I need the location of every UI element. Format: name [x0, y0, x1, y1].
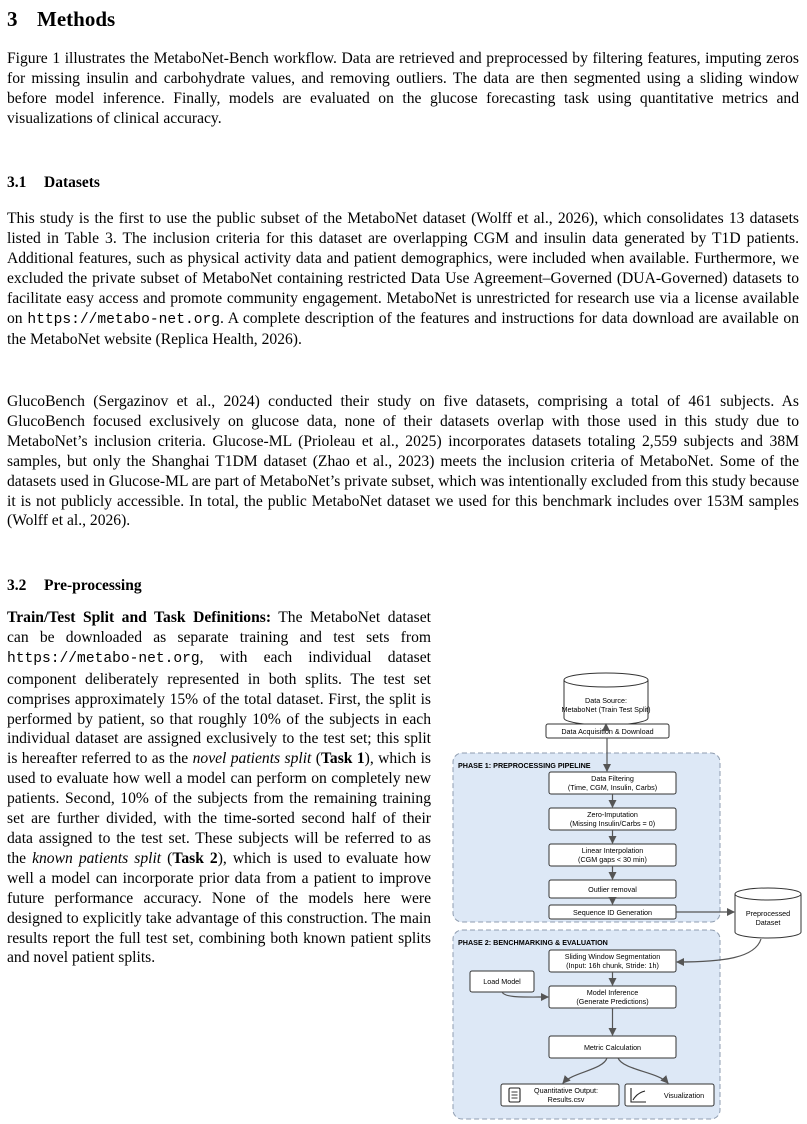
datasets-paragraph-2: GlucoBench (Sergazinov et al., 2024) conducted their study on five datasets, comprising a total of 461 subjects. As GlucoBench focused exclusively on glucose data, none of their datasets overlap with those used in this study due to MetaboNet’s inclusion criteria. Glucose-ML (Prioleau et al., 2025) incorporates datasets totaling 2,559 subjects and 38M samples, but only the Shanghai T1DM dataset (Zhao et al., 2023) meets the inclusion criteria of MetaboNet. Some of the datasets used in Glucose-ML are part of MetaboNet’s private subset, which was intentionally excluded from this study because it is not publicly accessible. In total, the public MetaboNet dataset we used for this benchmark includes over 153M samples (Wolff et al., 2026).: [7, 393, 799, 530]
workflow-diagram: [443, 660, 803, 1122]
metric-calculation-node: [549, 1036, 676, 1058]
svg-text:Data Source:: Data Source:: [585, 696, 627, 705]
quantitative-output-node: [501, 1084, 619, 1106]
svg-text:Results.csv: Results.csv: [547, 1095, 585, 1104]
svg-text:MetaboNet (Train Test Split): MetaboNet (Train Test Split): [561, 705, 651, 714]
preprocessing-column: [7, 608, 431, 968]
model-inference-node: [549, 986, 676, 1008]
subsection-heading-preprocessing: 3.2 Pre-processing: [7, 577, 142, 594]
section-intro-paragraph: Figure 1 illustrates the MetaboNet-Bench workflow. Data are retrieved and preprocessed by filtering features, imputing zeros for missing insulin and carbohydrate values, and removing outliers. The data are then segmented using a sliding window before model inference. Finally, models are evaluated on the glucose forecasting task using quantitative metrics and visualizations of clinical accuracy.: [7, 50, 799, 127]
section-heading: 3 Methods: [7, 7, 116, 31]
svg-text:Sequence ID Generation: Sequence ID Generation: [572, 908, 653, 917]
svg-text:Quantitative Output:: Quantitative Output:: [534, 1086, 598, 1095]
svg-text:Metric Calculation: Metric Calculation: [583, 1043, 642, 1052]
svg-text:Linear Interpolation: Linear Interpolation: [581, 846, 644, 855]
metabonet-url[interactable]: https://metabo-net.org: [27, 311, 220, 328]
workflow-figure: [443, 660, 803, 1122]
svg-text:Visualization: Visualization: [663, 1091, 705, 1100]
svg-text:Sliding Window Segmentation: Sliding Window Segmentation: [564, 952, 661, 961]
svg-text:Preprocessed: Preprocessed: [745, 909, 791, 918]
svg-text:(Input: 16h chunk, Stride: 1h): (Input: 16h chunk, Stride: 1h): [566, 961, 659, 970]
svg-text:(Missing Insulin/Carbs = 0): (Missing Insulin/Carbs = 0): [569, 819, 656, 828]
zero-imputation-node: [549, 808, 676, 830]
svg-text:Data Acquisition & Download: Data Acquisition & Download: [561, 727, 654, 736]
svg-text:Dataset: Dataset: [755, 918, 781, 927]
svg-text:Zero-Imputation: Zero-Imputation: [587, 810, 638, 819]
document-icon: [509, 1088, 520, 1102]
data-source-node: [561, 673, 650, 725]
train-test-split-paragraph: Train/Test Split and Task Definitions: The MetaboNet dataset can be downloaded as separate training and test sets from https://metabo-net.org, with each individual dataset component deliberately represented in both splits. The test set comprises approximately 15% of the total dataset. First, the split is performed by patient, so that roughly 10% of the subjects in each individual dataset are assigned exclusively to the test set; this split is hereafter referred to as the novel patients split (Task 1), which is used to evaluate how well a model can perform on completely new patients. Second, 10% of the subjects from the remaining training set are further divided, with the time-sorted second half of their data assigned to the test set. These subjects will be referred to as the known patients split (Task 2), which is used to evaluate how well a model can incorporate prior data from a patient to improve future performance accuracy. None of the models here were designed to explicitly take advantage of this construction. The main results report the full test set, combining both known patient splits and novel patient splits.: [7, 609, 432, 967]
svg-text:Load Model: Load Model: [483, 977, 521, 986]
visualization-node: [625, 1084, 714, 1106]
acquisition-node: [546, 724, 669, 738]
datasets-paragraph-1: This study is the first to use the public subset of the MetaboNet dataset (Wolff et al., 2026), which consolidates 13 datasets listed in Table 3. The inclusion criteria for this dataset are overlapping CGM and insulin data generated by T1D patients. Additional features, such as physical activity data and patient demographics, were included when available. Furthermore, we excluded the private subset of MetaboNet containing restricted Data Use Agreement–Governed (DUA-Governed) datasets to facilitate easy access and promote community engagement. MetaboNet is unrestricted for research use via a license available on https://metabo-net.org. A complete description of the features and instructions for data download are available on the MetaboNet website (Replica Health, 2026).: [7, 210, 800, 349]
phase2-title: PHASE 2: BENCHMARKING & EVALUATION: [458, 938, 608, 947]
svg-text:Outlier removal: Outlier removal: [588, 885, 637, 894]
interpolation-node: [549, 844, 676, 866]
subsection-heading-datasets: 3.1 Datasets: [7, 174, 100, 191]
svg-text:(Time, CGM, Insulin, Carbs): (Time, CGM, Insulin, Carbs): [567, 783, 658, 792]
phase1-title: PHASE 1: PREPROCESSING PIPELINE: [458, 761, 591, 770]
svg-text:(Generate Predictions): (Generate Predictions): [576, 997, 649, 1006]
outlier-removal-node: [549, 880, 676, 898]
download-url[interactable]: https://metabo-net.org: [7, 650, 200, 667]
svg-text:(CGM gaps < 30 min): (CGM gaps < 30 min): [578, 855, 647, 864]
preprocessed-dataset-node: [735, 888, 801, 938]
sliding-window-node: [549, 950, 676, 972]
svg-text:Model Inference: Model Inference: [586, 988, 639, 997]
sequence-id-node: [549, 905, 676, 919]
paragraph-run-in-title: Train/Test Split and Task Definitions:: [7, 609, 272, 626]
filtering-node: [549, 772, 676, 794]
svg-text:Data Filtering: Data Filtering: [591, 774, 634, 783]
load-model-node: [470, 971, 534, 992]
